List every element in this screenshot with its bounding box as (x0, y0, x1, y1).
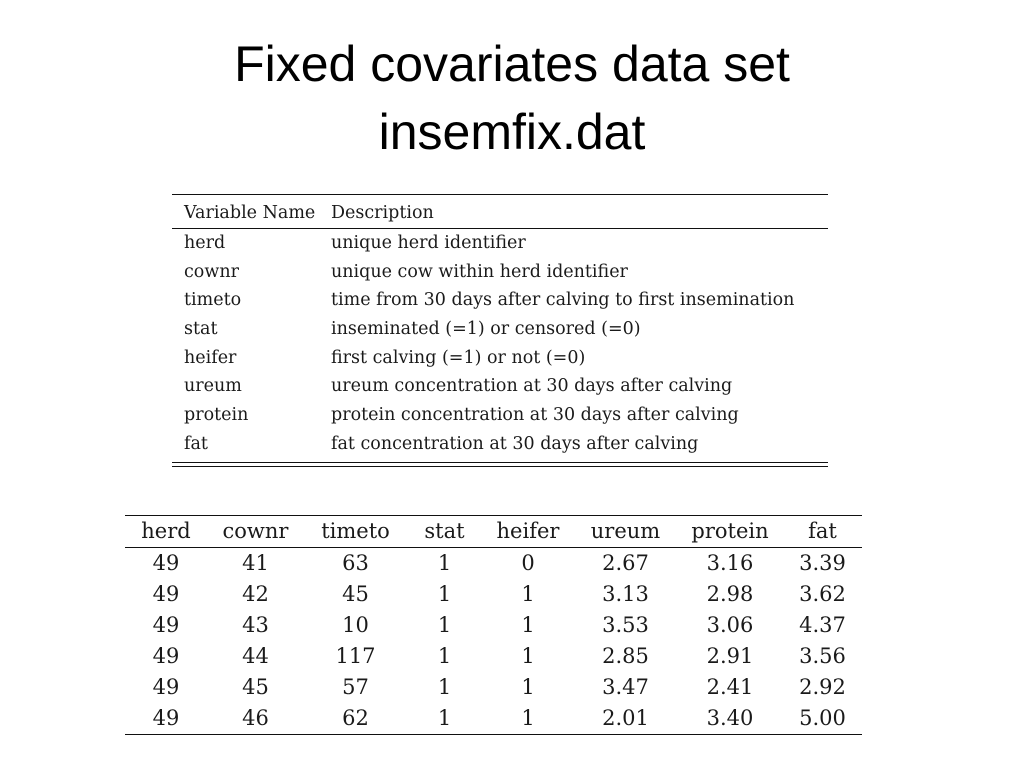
cell-heifer: 0 (521, 551, 535, 575)
cell-fat: 5.00 (783, 703, 862, 735)
table-row (172, 258, 828, 287)
cell-ureum: 3.13 (602, 582, 649, 606)
table-row (172, 315, 828, 344)
cell-ureum: 3.53 (602, 613, 649, 637)
cell-heifer: 1 (521, 613, 535, 637)
cell-heifer: 1 (521, 675, 535, 699)
cell-protein: 3.06 (706, 613, 754, 637)
variable-name: fat (184, 433, 208, 454)
cell-ureum: 2.01 (574, 703, 677, 735)
cell-fat: 3.56 (799, 644, 846, 668)
cell-stat: 1 (407, 703, 482, 735)
cell-stat: 1 (437, 644, 452, 668)
cell-ureum: 2.67 (602, 551, 649, 575)
header-herd: herd (125, 516, 207, 548)
variable-name: heifer (184, 347, 237, 368)
variable-name: protein (184, 405, 249, 426)
variable-name: timeto (184, 290, 242, 311)
cell-timeto: 10 (342, 613, 369, 637)
header-timeto: timeto (304, 516, 407, 548)
variable-name: herd (184, 233, 226, 253)
cell-protein: 2.91 (706, 644, 754, 668)
table-row (172, 401, 828, 430)
table-row (172, 286, 828, 315)
cell-protein: 3.40 (677, 703, 783, 735)
table-row (172, 344, 828, 373)
table-row (125, 579, 862, 610)
cell-protein: 2.98 (706, 582, 754, 606)
variable-name: cownr (184, 261, 239, 282)
cell-fat: 3.39 (799, 551, 846, 575)
variable-description: fat concentration at 30 days after calving (331, 433, 699, 454)
variable-description: unique cow within herd identifier (331, 261, 628, 282)
variable-name: ureum (184, 376, 242, 397)
data-table (125, 515, 862, 735)
cell-protein: 3.16 (706, 551, 754, 575)
cell-fat: 2.92 (799, 675, 846, 699)
cell-herd: 49 (152, 582, 180, 606)
table-row (172, 430, 828, 459)
header-stat: stat (407, 516, 482, 548)
table-row (125, 548, 862, 580)
variable-description: inseminated (=1) or censored (=0) (331, 319, 641, 340)
table-bottom-rule (172, 466, 828, 467)
variable-description: first calving (=1) or not (=0) (331, 347, 586, 368)
table-row (125, 641, 862, 672)
table-row (125, 703, 862, 735)
cell-cownr: 42 (242, 582, 269, 606)
cell-herd: 49 (152, 675, 180, 699)
variable-name: stat (184, 319, 218, 340)
variable-description: ureum concentration at 30 days after calving (331, 376, 733, 397)
header-protein: protein (677, 516, 783, 548)
cell-herd: 49 (152, 551, 180, 575)
table-row (172, 229, 828, 258)
cell-herd: 49 (125, 703, 207, 735)
header-heifer: heifer (482, 516, 574, 548)
cell-cownr: 41 (242, 551, 269, 575)
cell-cownr: 46 (207, 703, 304, 735)
slide-title: Fixed covariates data set (234, 36, 790, 92)
table-row (125, 610, 862, 641)
cell-stat: 1 (437, 551, 452, 575)
header-description: Description (331, 203, 434, 223)
cell-fat: 4.37 (799, 613, 846, 637)
cell-cownr: 45 (242, 675, 269, 699)
cell-timeto: 62 (304, 703, 407, 735)
header-fat: fat (783, 516, 862, 548)
table-row (172, 372, 828, 401)
cell-fat: 3.62 (799, 582, 846, 606)
header-ureum: ureum (574, 516, 677, 548)
table-header-row (172, 198, 828, 229)
variable-description: unique herd identifier (331, 233, 526, 253)
cell-heifer: 1 (521, 582, 535, 606)
cell-protein: 2.41 (706, 675, 754, 699)
cell-herd: 49 (152, 613, 180, 637)
cell-ureum: 2.85 (602, 644, 649, 668)
header-cownr: cownr (207, 516, 304, 548)
cell-cownr: 44 (242, 644, 269, 668)
header-variable-name: Variable Name (184, 203, 316, 223)
cell-timeto: 63 (342, 551, 369, 575)
variables-table (172, 194, 828, 467)
cell-herd: 49 (152, 644, 180, 668)
variable-description: protein concentration at 30 days after calving (331, 405, 739, 426)
slide-subtitle: insemfix.dat (378, 104, 646, 160)
cell-heifer: 1 (521, 644, 535, 668)
cell-heifer: 1 (482, 703, 574, 735)
variable-description: time from 30 days after calving to first insemination (331, 290, 795, 311)
cell-stat: 1 (437, 582, 452, 606)
cell-ureum: 3.47 (602, 675, 649, 699)
table-bottom-rule (172, 462, 828, 463)
cell-timeto: 117 (335, 644, 376, 668)
table-row (125, 672, 862, 703)
cell-timeto: 57 (342, 675, 369, 699)
table-top-rule (172, 194, 828, 195)
cell-cownr: 43 (242, 613, 269, 637)
cell-stat: 1 (437, 675, 452, 699)
cell-timeto: 45 (342, 582, 369, 606)
table-header-row (125, 516, 862, 548)
cell-stat: 1 (437, 613, 452, 637)
